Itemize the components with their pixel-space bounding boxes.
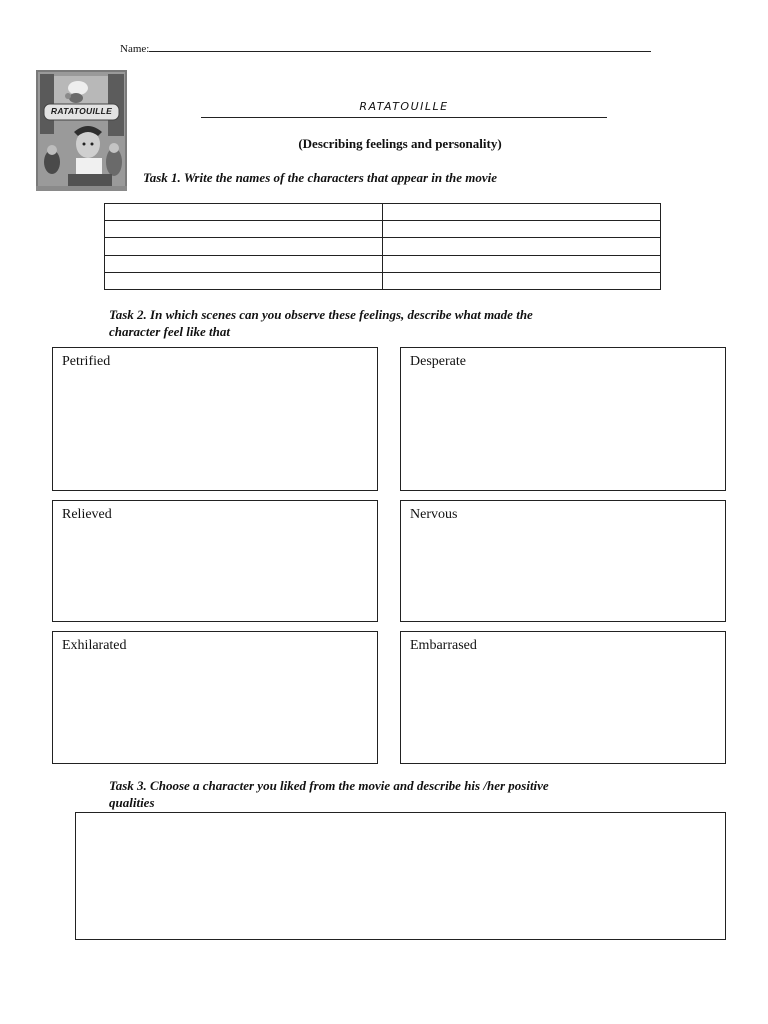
character-name-cell[interactable] bbox=[105, 255, 383, 272]
feeling-box-nervous[interactable] bbox=[400, 500, 726, 622]
table-row bbox=[105, 238, 661, 255]
character-name-cell[interactable] bbox=[383, 272, 661, 289]
character-name-cell[interactable] bbox=[383, 238, 661, 255]
task3-heading-line1: Task 3. Choose a character you liked from the movie and describe his /her positive bbox=[109, 778, 549, 793]
character-name-cell[interactable] bbox=[383, 221, 661, 238]
name-blank-line[interactable] bbox=[149, 41, 651, 52]
name-label: Name: bbox=[120, 43, 150, 55]
feeling-box-embarrased[interactable] bbox=[400, 631, 726, 764]
character-names-table bbox=[104, 203, 661, 290]
name-field[interactable] bbox=[120, 41, 651, 55]
feeling-label: Exhilarated bbox=[62, 638, 127, 653]
character-name-cell[interactable] bbox=[383, 255, 661, 272]
task2-heading-line2: character feel like that bbox=[109, 324, 230, 339]
table-row bbox=[105, 272, 661, 289]
table-row bbox=[105, 255, 661, 272]
feeling-box-desperate[interactable] bbox=[400, 347, 726, 491]
task2-heading bbox=[109, 306, 649, 340]
document-title: RATATOUILLE bbox=[359, 100, 449, 113]
document-subtitle: (Describing feelings and personality) bbox=[298, 136, 502, 151]
table-row bbox=[105, 221, 661, 238]
poster-logo-text: RATATOUILLE bbox=[50, 106, 113, 116]
character-name-cell[interactable] bbox=[105, 204, 383, 221]
feeling-label: Petrified bbox=[62, 354, 111, 369]
character-name-cell[interactable] bbox=[383, 204, 661, 221]
title-underline bbox=[201, 117, 607, 118]
feeling-label: Nervous bbox=[410, 507, 458, 522]
feeling-label: Desperate bbox=[410, 354, 466, 369]
character-name-cell[interactable] bbox=[105, 238, 383, 255]
task3-answer-box[interactable] bbox=[75, 812, 726, 940]
movie-poster bbox=[36, 70, 127, 191]
feeling-label: Embarrased bbox=[410, 638, 477, 653]
character-name-cell[interactable] bbox=[105, 272, 383, 289]
task3-heading bbox=[109, 777, 669, 811]
feeling-label: Relieved bbox=[62, 507, 112, 522]
feeling-box-exhilarated[interactable] bbox=[52, 631, 378, 764]
feeling-box-petrified[interactable] bbox=[52, 347, 378, 491]
character-name-cell[interactable] bbox=[105, 221, 383, 238]
task1-heading: Task 1. Write the names of the characters that appear in the movie bbox=[143, 170, 498, 185]
table-row bbox=[105, 204, 661, 221]
task2-heading-line1: Task 2. In which scenes can you observe these feelings, describe what made the bbox=[109, 307, 533, 322]
movie-poster-image bbox=[36, 70, 127, 191]
feeling-box-relieved[interactable] bbox=[52, 500, 378, 622]
task3-heading-line2: qualities bbox=[109, 795, 155, 810]
